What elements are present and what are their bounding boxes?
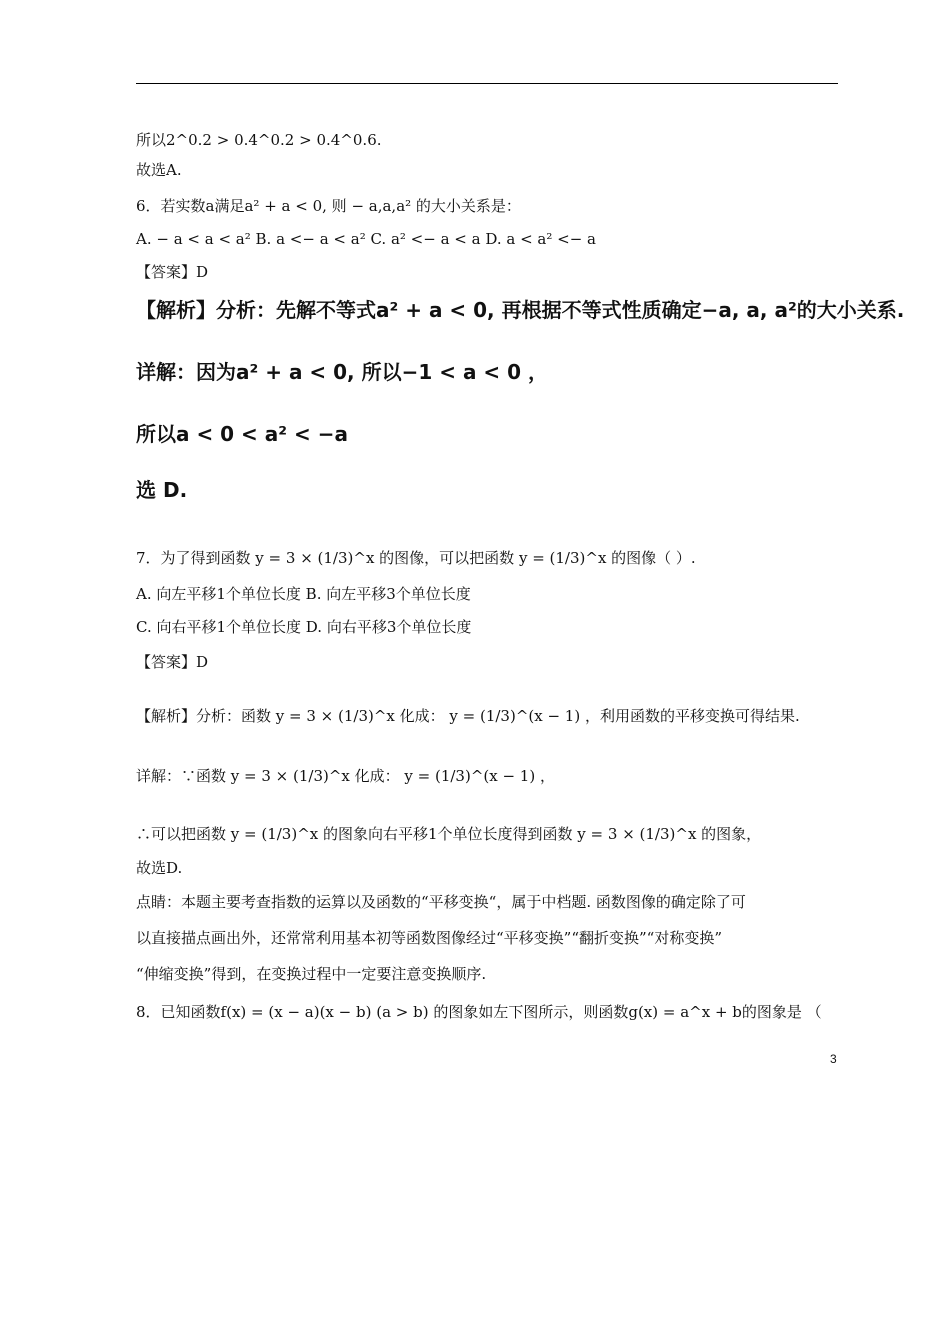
analysis-line: 故选D. <box>136 859 183 877</box>
analysis-line: 详解：因为a² + a < 0, 所以−1 < a < 0 ， <box>136 360 549 384</box>
answer-label: 【答案】D <box>136 653 209 671</box>
question-8: 8．已知函数f(x) = (x − a)(x − b) (a > b) 的图象如左下图所示，则函数g(x) = a^x + b的图象是 （ <box>136 1003 822 1021</box>
analysis-line: ∴可以把函数 y = (1/3)^x 的图象向右平移1个单位长度得到函数 y = 3 × (1/3)^x 的图象， <box>136 825 762 843</box>
comment-line: “伸缩变换”得到，在变换过程中一定要注意变换顺序. <box>136 965 487 983</box>
analysis-line: 【解析】分析：函数 y = 3 × (1/3)^x 化成： y = (1/3)^(x − 1) ，利用函数的平移变换可得结果. <box>136 707 800 725</box>
text-line: 所以2^0.2 > 0.4^0.2 > 0.4^0.6. <box>136 131 382 149</box>
analysis-line: 详解：∵函数 y = 3 × (1/3)^x 化成： y = (1/3)^(x − 1) ， <box>136 767 555 785</box>
text-line: 故选A. <box>136 161 182 179</box>
analysis-line: 所以a < 0 < a² < −a <box>136 422 348 446</box>
header-rule <box>136 83 838 84</box>
question-7-options-ab: A. 向左平移1个单位长度 B. 向左平移3个单位长度 <box>136 585 471 603</box>
analysis-heading: 【解析】分析：先解不等式a² + a < 0, 再根据不等式性质确定−a, a, a²的大小关系. <box>136 298 905 322</box>
question-7: 7．为了得到函数 y = 3 × (1/3)^x 的图像，可以把函数 y = (1/3)^x 的图像（ ）. <box>136 549 696 567</box>
analysis-line: 选 D. <box>136 478 188 502</box>
comment-line: 点睛：本题主要考查指数的运算以及函数的“平移变换“，属于中档题. 函数图像的确定除了可 <box>136 893 746 911</box>
page-number: 3 <box>830 1052 837 1066</box>
question-6-options: A. − a < a < a² B. a <− a < a² C. a² <− a < a D. a < a² <− a <box>136 230 596 248</box>
answer-label: 【答案】D <box>136 263 209 281</box>
question-6: 6．若实数a满足a² + a < 0, 则 − a,a,a² 的大小关系是： <box>136 197 521 215</box>
question-7-options-cd: C. 向右平移1个单位长度 D. 向右平移3个单位长度 <box>136 618 472 636</box>
comment-line: 以直接描点画出外，还常常利用基本初等函数图像经过“平移变换”“翻折变换”“对称变换” <box>136 929 723 947</box>
